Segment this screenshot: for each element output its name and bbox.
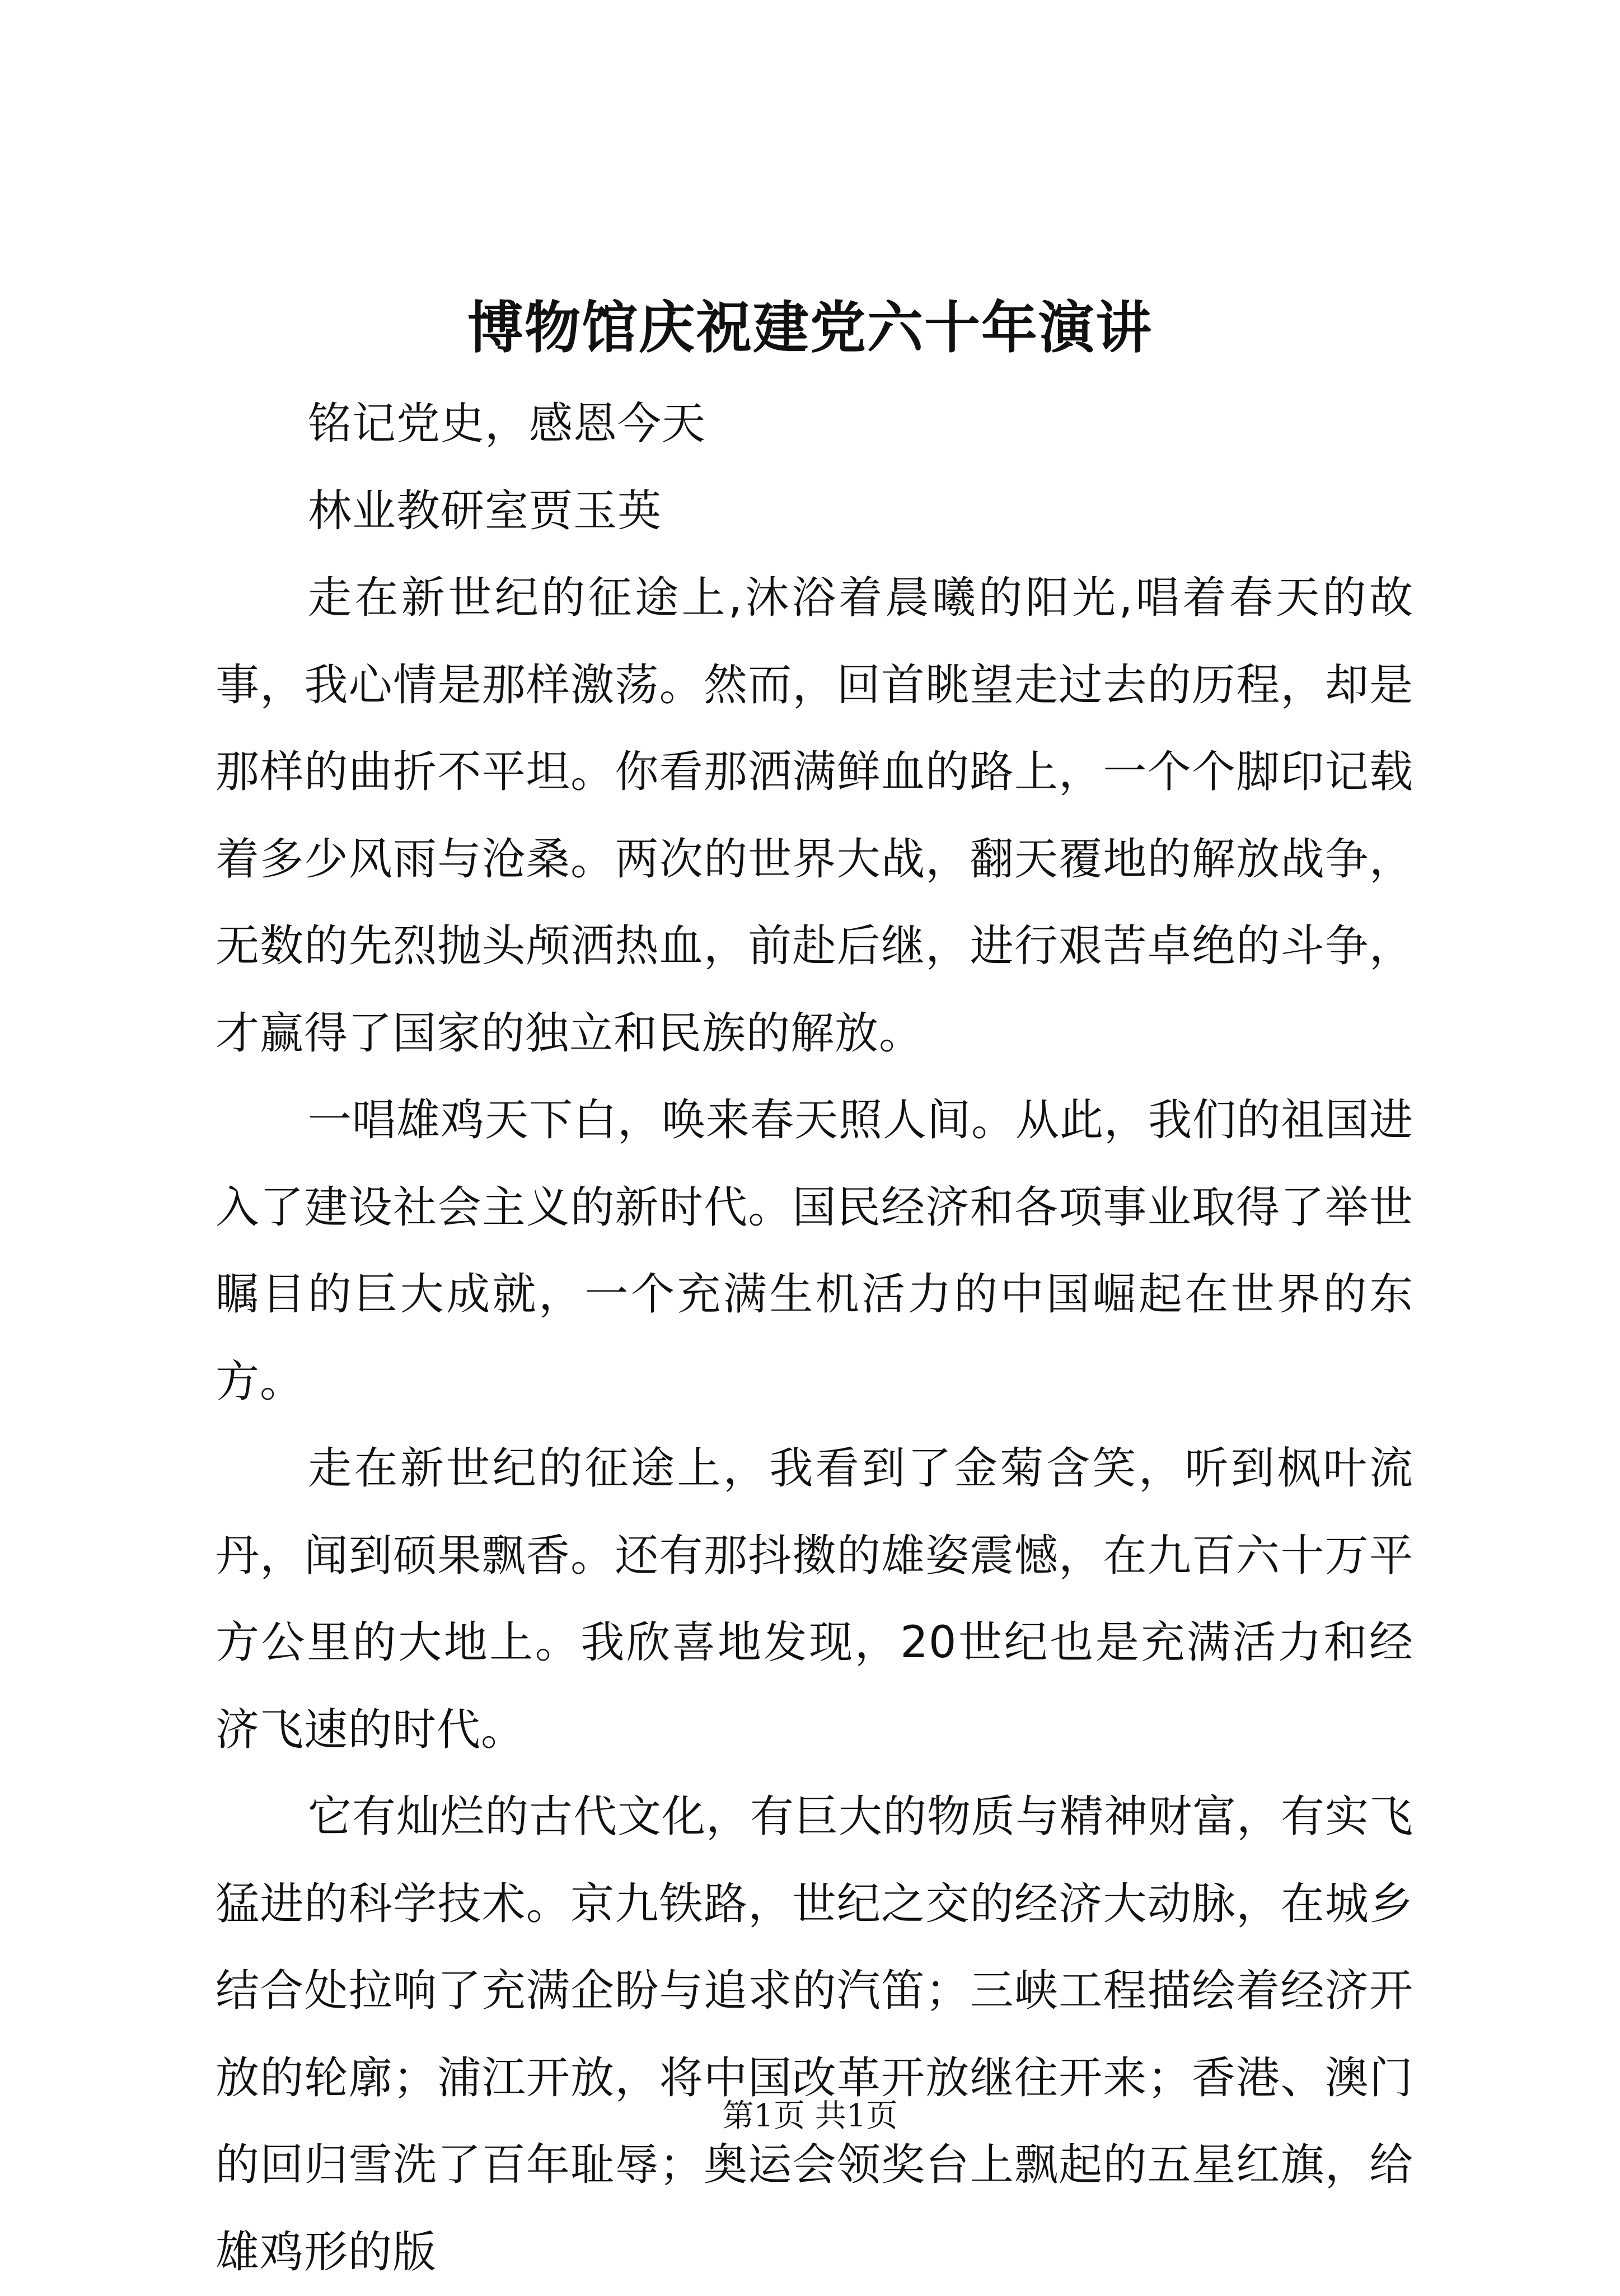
body-paragraph: 它有灿烂的古代文化，有巨大的物质与精神财富，有实飞猛进的科学技术。京九铁路，世纪之交的经济大动脉，在城乡结合处拉响了充满企盼与追求的汽笛；三峡工程描绘着经济开放的轮廓；浦江开放，将中国改革开放继往开来；香港、澳门的回归雪洗了百年耻辱；奥运会领奖台上飘起的五星红旗，给雄鸡形的版: [216, 1792, 1414, 2278]
body-paragraph: 走在新世纪的征途上,沐浴着晨曦的阳光,唱着春天的故事，我心情是那样激荡。然而，回首眺望走过去的历程，却是那样的曲折不平坦。你看那洒满鲜血的路上，一个个脚印记载着多少风雨与沧桑。两次的世界大战，翻天覆地的解放战争，无数的先烈抛头颅洒热血，前赴后继，进行艰苦卓绝的斗争，才赢得了国家的独立和民族的解放。: [216, 573, 1413, 1059]
document-title: 博物馆庆祝建党六十年演讲: [467, 294, 1153, 361]
subtitle-paragraph: 铭记党史，感恩今天: [308, 399, 706, 449]
page-footer: 第1页 共1页: [722, 2098, 898, 2134]
author-paragraph: 林业教研室贾玉英: [308, 485, 662, 536]
body-paragraph: 走在新世纪的征途上，我看到了金菊含笑，听到枫叶流丹，闻到硕果飘香。还有那抖擞的雄姿震憾，在九百六十万平方公里的大地上。我欣喜地发现，20世纪也是充满活力和经济飞速的时代。: [216, 1443, 1413, 1755]
document-body: [216, 381, 1413, 2296]
body-paragraph: 一唱雄鸡天下白，唤来春天照人间。从此，我们的祖国进入了建设社会主义的新时代。国民经济和各项事业取得了举世瞩目的巨大成就，一个充满生机活力的中国崛起在世界的东方。: [216, 1095, 1414, 1407]
